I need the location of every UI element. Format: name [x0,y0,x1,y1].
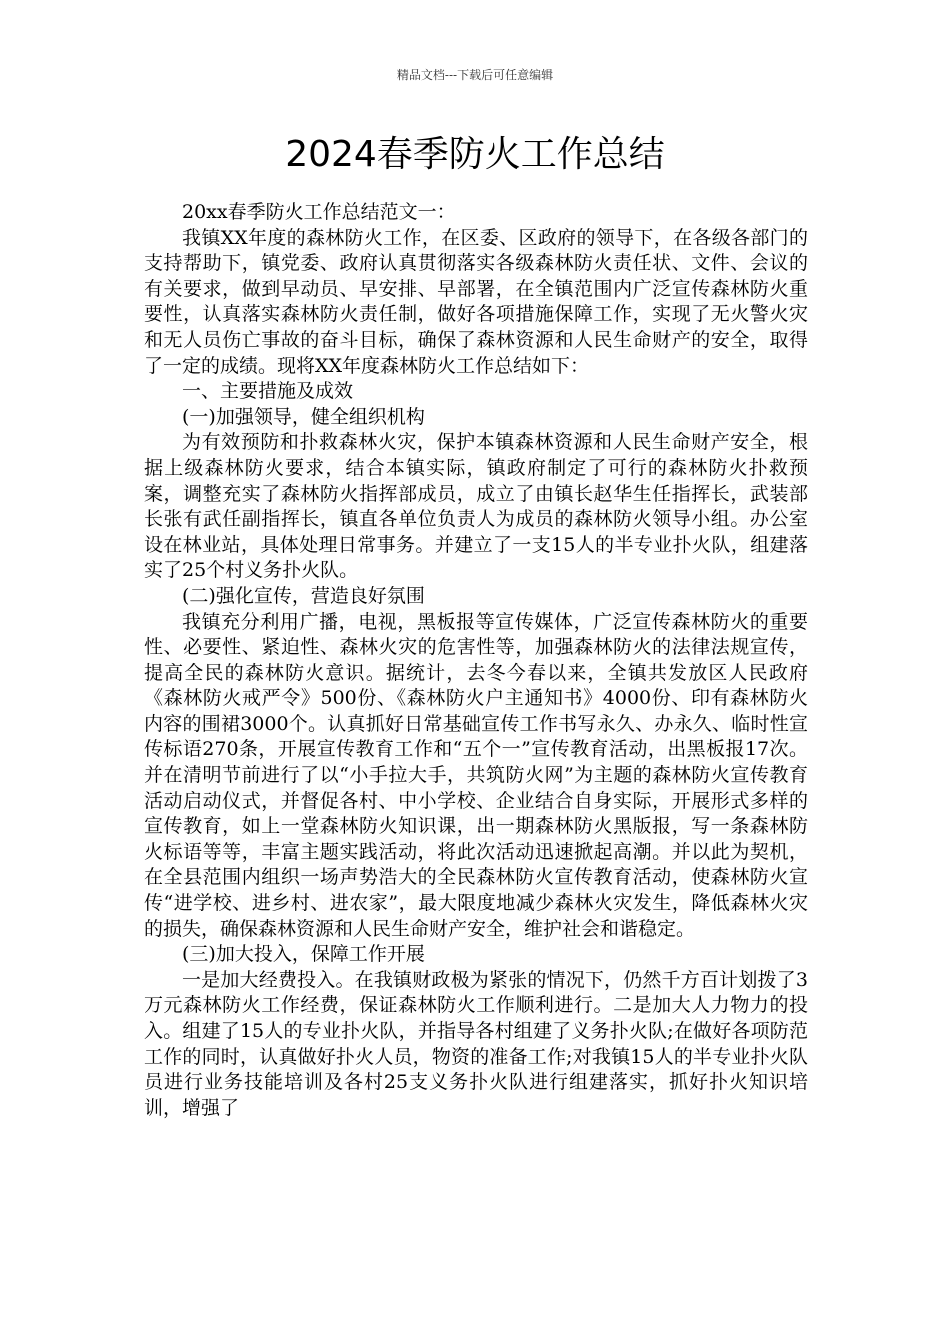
subsection-heading-2: (二)强化宣传，营造良好氛围 [182,584,425,607]
paragraph-organization: 为有效预防和扑救森林火灾，保护本镇森林资源和人民生命财产安全，根据上级森林防火要求，结合本镇实际，镇政府制定了可行的森林防火扑救预案，调整充实了森林防火指挥部成员，成立了由镇长赵华生任指挥长，武装部长张有武任副指挥长，镇直各单位负责人为成员的森林防火领导小组。办公室设在林业站，具体处理日常事务。并建立了一支15人的半专业扑火队，组建落实了25个村义务扑火队。 [144,431,808,582]
section-heading-1: 一、主要措施及成效 [182,380,354,403]
subsection-heading-3: (三)加大投入，保障工作开展 [182,943,425,966]
header-note: 精品文档---下载后可任意编辑 [396,68,554,82]
document-body [144,200,808,1121]
document-title: 2024春季防火工作总结 [285,134,665,175]
paragraph-investment: 一是加大经费投入。在我镇财政极为紧张的情况下，仍然千方百计划拨了3万元森林防火工作经费，保证森林防火工作顺利进行。二是加大人力物力的投入。组建了15人的专业扑火队，并指导各村组建了义务扑火队;在做好各项防范工作的同时，认真做好扑火人员，物资的准备工作;对我镇15人的半专业扑火队员进行业务技能培训及各村25支义务扑火队进行组建落实，抓好扑火知识培训，增强了 [144,968,808,1119]
paragraph-intro: 20xx春季防火工作总结范文一： [182,201,456,223]
paragraph-publicity: 我镇充分利用广播，电视，黑板报等宣传媒体，广泛宣传森林防火的重要性、必要性、紧迫性、森林火灾的危害性等，加强森林防火的法律法规宣传，提高全民的森林防火意识。据统计，去冬今春以来，全镇共发放区人民政府《森林防火戒严令》500份、《森林防火户主通知书》4000份、印有森林防火内容的围裙3000个。认真抓好日常基础宣传工作书写永久、办永久、临时性宣传标语270条，开展宣传教育工作和“五个一”宣传教育活动，出黑板报17次。并在清明节前进行了以“小手拉大手，共筑防火网”为主题的森林防火宣传教育活动启动仪式，并督促各村、中小学校、企业结合自身实际，开展形式多样的宣传教育，如上一堂森林防火知识课，出一期森林防火黑版报，写一条森林防火标语等等，丰富主题实践活动，将此次活动迅速掀起高潮。并以此为契机，在全县范围内组织一场声势浩大的全民森林防火宣传教育活动，使森林防火宣传“进学校、进乡村、进农家”，最大限度地减少森林火灾发生，降低森林火灾的损失，确保森林资源和人民生命财产安全，维护社会和谐稳定。 [144,610,808,940]
paragraph-summary: 我镇XX年度的森林防火工作，在区委、区政府的领导下，在各级各部门的支持帮助下，镇党委、政府认真贯彻落实各级森林防火责任状、文件、会议的有关要求，做到早动员、早安排、早部署，在全镇范围内广泛宣传森林防火重要性，认真落实森林防火责任制，做好各项措施保障工作，实现了无火警火灾和无人员伤亡事故的奋斗目标，确保了森林资源和人民生命财产的安全，取得了一定的成绩。现将XX年度森林防火工作总结如下： [144,226,808,377]
subsection-heading-1: (一)加强领导，健全组织机构 [182,405,425,428]
